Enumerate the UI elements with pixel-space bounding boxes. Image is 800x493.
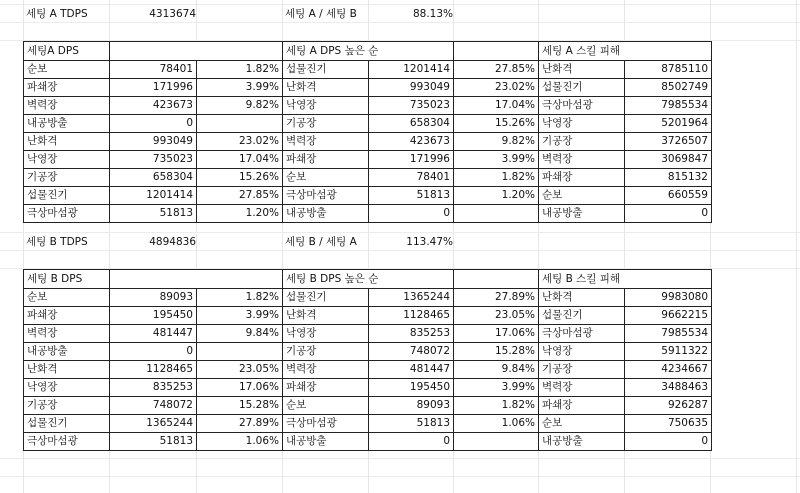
table-cell[interactable]: 1.20% — [197, 205, 283, 223]
table-cell[interactable]: 1.82% — [197, 61, 283, 79]
table-cell[interactable]: 섭물진기 — [283, 61, 369, 79]
setB-header-skill[interactable]: 세팅 B 스킬 피해 — [539, 270, 712, 289]
table-cell[interactable]: 0 — [625, 205, 712, 223]
table-cell[interactable]: 1.06% — [197, 433, 283, 451]
table-row — [24, 343, 712, 361]
setA-tdps-value[interactable]: 4313674 — [149, 8, 196, 20]
table-cell[interactable]: 파쇄장 — [539, 169, 625, 187]
table-cell[interactable]: 기공장 — [283, 343, 369, 361]
table-cell[interactable]: 748072 — [110, 397, 197, 415]
table-row — [24, 325, 712, 343]
table-cell[interactable]: 내공방출 — [283, 433, 369, 451]
table-cell[interactable]: 0 — [110, 115, 197, 133]
table-cell[interactable]: 9983080 — [625, 289, 712, 307]
table-cell[interactable]: 벽력장 — [539, 151, 625, 169]
table-cell[interactable]: 27.85% — [454, 61, 539, 79]
setA-ratio-label[interactable]: 세팅 A / 세팅 B — [285, 8, 357, 20]
table-cell[interactable]: 극상마섬광 — [24, 205, 110, 223]
table-row — [24, 133, 712, 151]
setB-tdps-value[interactable]: 4894836 — [149, 236, 196, 248]
table-cell[interactable]: 27.89% — [454, 289, 539, 307]
table-cell[interactable]: 1128465 — [110, 361, 197, 379]
table-cell[interactable]: 벽력장 — [24, 325, 110, 343]
table-row — [24, 79, 712, 97]
setB-header-blank[interactable] — [454, 270, 539, 289]
table-cell[interactable]: 순보 — [283, 397, 369, 415]
table-cell[interactable]: 17.06% — [197, 379, 283, 397]
table-cell[interactable]: 9662215 — [625, 307, 712, 325]
table-cell[interactable]: 3.99% — [454, 151, 539, 169]
table-cell[interactable]: 8785110 — [625, 61, 712, 79]
table-cell[interactable] — [197, 343, 283, 361]
table-cell[interactable]: 481447 — [369, 361, 454, 379]
table-cell[interactable]: 난화격 — [24, 361, 110, 379]
setB-ratio-value[interactable]: 113.47% — [406, 236, 453, 248]
table-cell[interactable]: 내공방출 — [283, 205, 369, 223]
table-cell[interactable]: 파쇄장 — [24, 79, 110, 97]
table-cell[interactable]: 7985534 — [625, 325, 712, 343]
table-cell[interactable]: 극상마섬광 — [283, 415, 369, 433]
table-cell[interactable]: 9.82% — [197, 97, 283, 115]
table-cell[interactable]: 내공방출 — [24, 343, 110, 361]
table-cell[interactable]: 27.85% — [197, 187, 283, 205]
table-row — [24, 205, 712, 223]
table-cell[interactable]: 낙영장 — [283, 97, 369, 115]
table-cell[interactable]: 835253 — [110, 379, 197, 397]
table-cell[interactable]: 순보 — [24, 61, 110, 79]
table-cell[interactable]: 극상마섬광 — [539, 325, 625, 343]
table-cell[interactable]: 내공방출 — [539, 205, 625, 223]
table-cell[interactable]: 51813 — [369, 187, 454, 205]
table-cell[interactable]: 난화격 — [283, 79, 369, 97]
table-cell[interactable]: 섭물진기 — [24, 187, 110, 205]
table-cell[interactable]: 섭물진기 — [539, 307, 625, 325]
table-cell[interactable]: 극상마섬광 — [283, 187, 369, 205]
setA-header-blank[interactable] — [110, 42, 283, 61]
setA-header-blank[interactable] — [454, 42, 539, 61]
table-cell[interactable]: 993049 — [369, 79, 454, 97]
setB-header-blank[interactable] — [110, 270, 283, 289]
table-cell[interactable]: 658304 — [369, 115, 454, 133]
table-row — [24, 289, 712, 307]
setA-tdps-label[interactable]: 세팅 A TDPS — [26, 8, 88, 20]
table-cell[interactable]: 낙영장 — [24, 379, 110, 397]
table-cell[interactable]: 171996 — [110, 79, 197, 97]
table-cell[interactable]: 660559 — [625, 187, 712, 205]
table-cell[interactable]: 423673 — [369, 133, 454, 151]
table-cell[interactable]: 51813 — [369, 415, 454, 433]
table-cell[interactable]: 5911322 — [625, 343, 712, 361]
table-cell[interactable]: 9.82% — [454, 133, 539, 151]
table-row — [24, 97, 712, 115]
table-cell[interactable]: 기공장 — [539, 361, 625, 379]
table-cell[interactable]: 735023 — [110, 151, 197, 169]
setA-ratio-value[interactable]: 88.13% — [412, 8, 453, 20]
table-cell[interactable]: 5201964 — [625, 115, 712, 133]
table-cell[interactable]: 1128465 — [369, 307, 454, 325]
table-cell[interactable]: 1365244 — [110, 415, 197, 433]
table-row — [24, 151, 712, 169]
table-cell[interactable]: 내공방출 — [24, 115, 110, 133]
table-cell[interactable]: 낙영장 — [539, 115, 625, 133]
table-cell[interactable]: 벽력장 — [24, 97, 110, 115]
setA-table — [23, 41, 712, 223]
table-cell[interactable]: 4234667 — [625, 361, 712, 379]
table-cell[interactable]: 낙영장 — [24, 151, 110, 169]
table-cell[interactable]: 3488463 — [625, 379, 712, 397]
table-row — [24, 115, 712, 133]
table-cell[interactable]: 27.89% — [197, 415, 283, 433]
table-cell[interactable]: 벽력장 — [283, 133, 369, 151]
setA-header-dps[interactable]: 세팅A DPS — [24, 42, 110, 61]
table-cell[interactable]: 481447 — [110, 325, 197, 343]
table-cell[interactable]: 1.82% — [454, 169, 539, 187]
table-cell[interactable]: 23.02% — [454, 79, 539, 97]
table-cell[interactable]: 7985534 — [625, 97, 712, 115]
table-cell[interactable]: 난화격 — [539, 289, 625, 307]
table-cell[interactable]: 750635 — [625, 415, 712, 433]
table-cell[interactable]: 벽력장 — [539, 379, 625, 397]
table-cell[interactable]: 423673 — [110, 97, 197, 115]
table-row — [24, 307, 712, 325]
table-cell[interactable]: 23.05% — [197, 361, 283, 379]
table-row — [24, 61, 712, 79]
table-cell[interactable]: 735023 — [369, 97, 454, 115]
table-cell[interactable]: 난화격 — [283, 307, 369, 325]
table-cell[interactable]: 78401 — [369, 169, 454, 187]
table-cell[interactable]: 3.99% — [197, 307, 283, 325]
setB-header-dps[interactable]: 세팅 B DPS — [24, 270, 110, 289]
table-cell[interactable]: 17.04% — [454, 97, 539, 115]
table-row — [24, 169, 712, 187]
setA-header-sorted[interactable]: 세팅 A DPS 높은 순 — [283, 42, 454, 61]
table-cell[interactable]: 벽력장 — [283, 361, 369, 379]
table-cell[interactable]: 0 — [110, 343, 197, 361]
table-cell[interactable]: 15.28% — [454, 343, 539, 361]
table-cell[interactable]: 17.06% — [454, 325, 539, 343]
table-cell[interactable]: 195450 — [369, 379, 454, 397]
table-cell[interactable]: 748072 — [369, 343, 454, 361]
table-row — [24, 379, 712, 397]
table-cell[interactable]: 0 — [625, 433, 712, 451]
table-cell[interactable]: 8502749 — [625, 79, 712, 97]
setB-header-row — [24, 270, 712, 289]
table-cell[interactable]: 171996 — [369, 151, 454, 169]
table-cell[interactable]: 15.26% — [454, 115, 539, 133]
table-cell[interactable]: 1.82% — [454, 397, 539, 415]
table-cell[interactable]: 51813 — [110, 433, 197, 451]
table-row — [24, 415, 712, 433]
table-cell[interactable]: 파쇄장 — [283, 379, 369, 397]
table-cell[interactable]: 극상마섬광 — [539, 97, 625, 115]
table-cell[interactable] — [197, 115, 283, 133]
grid-line — [0, 458, 800, 459]
table-cell[interactable]: 낙영장 — [283, 325, 369, 343]
table-cell[interactable]: 815132 — [625, 169, 712, 187]
table-cell[interactable]: 23.02% — [197, 133, 283, 151]
grid-line — [796, 0, 797, 493]
table-cell[interactable]: 15.28% — [197, 397, 283, 415]
table-row — [24, 397, 712, 415]
table-cell[interactable]: 835253 — [369, 325, 454, 343]
table-row — [24, 361, 712, 379]
table-cell[interactable]: 3069847 — [625, 151, 712, 169]
setB-ratio-label[interactable]: 세팅 B / 세팅 A — [285, 236, 357, 248]
table-cell[interactable]: 파쇄장 — [24, 307, 110, 325]
table-cell[interactable]: 기공장 — [283, 115, 369, 133]
table-cell[interactable]: 993049 — [110, 133, 197, 151]
table-cell[interactable]: 순보 — [539, 415, 625, 433]
table-cell[interactable]: 89093 — [110, 289, 197, 307]
table-cell[interactable] — [454, 205, 539, 223]
table-cell[interactable]: 17.04% — [197, 151, 283, 169]
setA-header-skill[interactable]: 세팅 A 스킬 피해 — [539, 42, 712, 61]
table-cell[interactable]: 극상마섬광 — [24, 433, 110, 451]
table-cell[interactable]: 195450 — [110, 307, 197, 325]
table-cell[interactable]: 낙영장 — [539, 343, 625, 361]
table-cell[interactable]: 0 — [369, 433, 454, 451]
table-cell[interactable]: 순보 — [24, 289, 110, 307]
table-cell[interactable]: 0 — [369, 205, 454, 223]
table-cell[interactable]: 섭물진기 — [539, 79, 625, 97]
table-cell[interactable]: 9.84% — [454, 361, 539, 379]
table-cell[interactable]: 926287 — [625, 397, 712, 415]
table-cell[interactable]: 23.05% — [454, 307, 539, 325]
table-cell[interactable]: 1365244 — [369, 289, 454, 307]
table-cell[interactable]: 1.82% — [197, 289, 283, 307]
table-cell[interactable]: 3726507 — [625, 133, 712, 151]
table-row — [24, 433, 712, 451]
table-cell[interactable]: 순보 — [539, 187, 625, 205]
table-cell[interactable]: 1.20% — [454, 187, 539, 205]
table-cell[interactable]: 9.84% — [197, 325, 283, 343]
table-cell[interactable]: 기공장 — [539, 133, 625, 151]
setB-header-sorted[interactable]: 세팅 B DPS 높은 순 — [283, 270, 454, 289]
table-cell[interactable]: 파쇄장 — [283, 151, 369, 169]
table-cell[interactable]: 섭물진기 — [24, 415, 110, 433]
table-cell[interactable]: 51813 — [110, 205, 197, 223]
table-cell[interactable]: 89093 — [369, 397, 454, 415]
table-cell[interactable]: 섭물진기 — [283, 289, 369, 307]
table-cell[interactable]: 난화격 — [539, 61, 625, 79]
table-cell[interactable]: 기공장 — [24, 397, 110, 415]
table-cell[interactable] — [454, 433, 539, 451]
grid-line — [0, 476, 800, 477]
table-cell[interactable]: 78401 — [110, 61, 197, 79]
table-row — [24, 187, 712, 205]
table-cell[interactable]: 내공방출 — [539, 433, 625, 451]
table-cell[interactable]: 3.99% — [197, 79, 283, 97]
table-cell[interactable]: 15.26% — [197, 169, 283, 187]
table-cell[interactable]: 1.06% — [454, 415, 539, 433]
table-cell[interactable]: 파쇄장 — [539, 397, 625, 415]
table-cell[interactable]: 기공장 — [24, 169, 110, 187]
table-cell[interactable]: 순보 — [283, 169, 369, 187]
table-cell[interactable]: 난화격 — [24, 133, 110, 151]
table-cell[interactable]: 1201414 — [110, 187, 197, 205]
table-cell[interactable]: 658304 — [110, 169, 197, 187]
setB-tdps-label[interactable]: 세팅 B TDPS — [26, 236, 88, 248]
setA-header-row — [24, 42, 712, 61]
table-cell[interactable]: 3.99% — [454, 379, 539, 397]
table-cell[interactable]: 1201414 — [369, 61, 454, 79]
setB-table — [23, 269, 712, 451]
